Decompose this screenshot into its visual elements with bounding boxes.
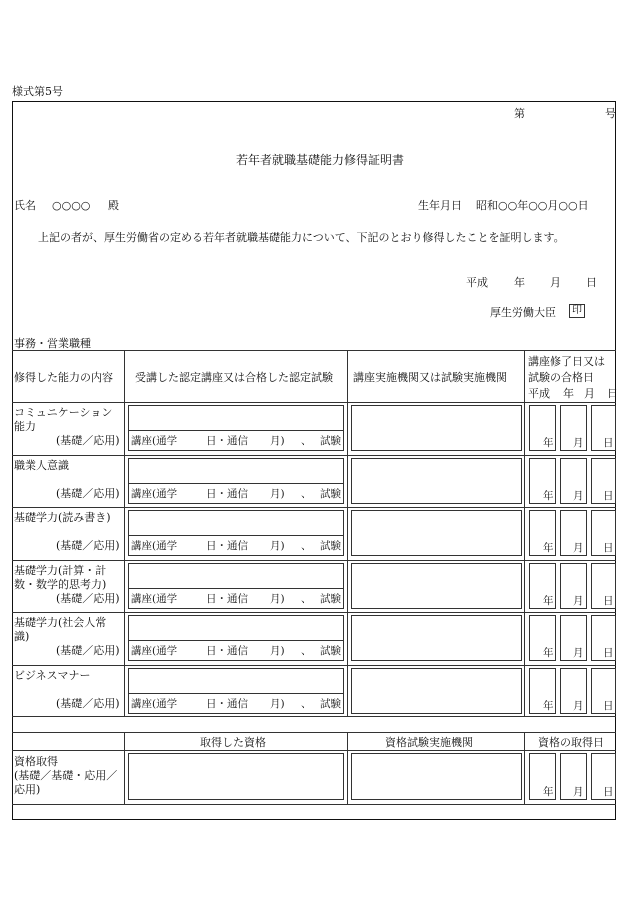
ability-level: (基礎／応用) — [56, 591, 120, 605]
course-prefix-label: 講座(通学 — [131, 435, 178, 447]
institution-field[interactable] — [351, 458, 522, 504]
header-ability: 修得した能力の内容 — [14, 371, 113, 384]
qual-header-org: 資格試験実施機関 — [385, 736, 473, 749]
date-month-suffix: 月 — [573, 489, 584, 502]
qual-year-suffix: 年 — [543, 786, 554, 798]
course-prefix-label: 講座(通学 — [131, 592, 178, 605]
date-year-suffix: 年 — [543, 647, 554, 660]
issuer-name: 厚生労働大臣 — [490, 306, 556, 319]
issue-date-day: 日 — [586, 276, 597, 289]
header-date-m: 月 — [584, 387, 595, 400]
institution-field[interactable] — [351, 668, 522, 714]
form-number: 様式第5号 — [12, 85, 63, 98]
birth-value: 昭和○○年○○月○○日 — [476, 199, 589, 212]
issue-date-year: 年 — [514, 276, 525, 289]
course-month-label: 月) — [270, 435, 285, 447]
doc-number-dai: 第 — [514, 107, 525, 120]
col-rule-2 — [347, 350, 348, 716]
col-rule-3 — [524, 350, 525, 716]
date-month-suffix: 月 — [573, 542, 584, 555]
course-month-label: 月) — [270, 698, 285, 710]
ability-level: (基礎／応用) — [56, 539, 120, 553]
issue-date-era: 平成 — [466, 276, 488, 289]
qualification-header-top-rule — [12, 732, 616, 733]
date-day-suffix: 日 — [603, 594, 614, 607]
course-day-label: 日・通信 — [206, 592, 248, 605]
qualification-bottom-rule — [12, 804, 616, 805]
course-month-label: 月) — [270, 487, 285, 500]
ability-level: (基礎／応用) — [56, 486, 120, 500]
qual-label-line3: 応用) — [14, 783, 41, 796]
course-field-divider — [128, 693, 344, 694]
ability-name-line2: 数・数学的思考力) — [14, 577, 107, 591]
qualification-section-rule — [12, 716, 616, 717]
date-month-suffix: 月 — [573, 700, 584, 712]
header-org: 講座実施機関又は試験実施機関 — [353, 371, 507, 384]
row-divider — [12, 507, 616, 508]
name-honorific: 殿 — [108, 199, 119, 212]
qualification-org-field[interactable] — [351, 753, 522, 800]
row-divider — [12, 455, 616, 456]
course-field-divider — [128, 483, 344, 484]
course-separator: 、 — [301, 487, 312, 500]
course-separator: 、 — [301, 698, 312, 710]
course-exam-label: 試験 — [320, 645, 341, 658]
table-top-rule — [12, 350, 616, 351]
qual-label-line2: (基礎／基礎・応用／ — [14, 769, 118, 782]
course-separator: 、 — [301, 540, 312, 553]
ability-name-line1: コミュニケーション — [14, 406, 113, 419]
course-month-label: 月) — [270, 645, 285, 658]
course-day-label: 日・通信 — [206, 645, 248, 658]
course-day-label: 日・通信 — [206, 698, 248, 710]
qual-header-acquired: 取得した資格 — [200, 736, 266, 749]
qual-header-date: 資格の取得日 — [538, 736, 604, 749]
course-separator: 、 — [301, 645, 312, 658]
issue-date-month: 月 — [550, 276, 561, 289]
seal-stamp: 印 — [569, 304, 585, 318]
course-field-divider — [128, 535, 344, 536]
qual-month-suffix: 月 — [573, 786, 584, 798]
date-year-suffix: 年 — [543, 489, 554, 502]
date-day-suffix: 日 — [603, 647, 614, 660]
header-bottom-rule — [12, 402, 616, 403]
course-separator: 、 — [301, 435, 312, 447]
header-course: 受講した認定講座又は合格した認定試験 — [135, 371, 333, 384]
document-title: 若年者就職基礎能力修得証明書 — [236, 153, 405, 167]
date-day-suffix: 日 — [603, 489, 614, 502]
institution-field[interactable] — [351, 405, 522, 451]
ability-level: (基礎／応用) — [56, 644, 120, 658]
date-day-suffix: 日 — [603, 700, 614, 712]
name-label: 氏名 — [14, 199, 36, 212]
course-field-divider — [128, 640, 344, 641]
ability-name-line2: 能力 — [14, 420, 36, 433]
course-prefix-label: 講座(通学 — [131, 540, 178, 553]
institution-field[interactable] — [351, 615, 522, 661]
date-year-suffix: 年 — [543, 437, 554, 449]
row-divider — [12, 560, 616, 561]
ability-name-line1: 基礎学力(計算・計 — [14, 563, 107, 577]
date-month-suffix: 月 — [573, 647, 584, 660]
course-exam-label: 試験 — [320, 592, 341, 605]
qual-col-rule-1 — [124, 732, 125, 804]
course-day-label: 日・通信 — [206, 435, 248, 447]
course-month-label: 月) — [270, 592, 285, 605]
ability-level: (基礎／応用) — [56, 434, 120, 447]
ability-name-line1: 職業人意識 — [14, 458, 69, 472]
course-exam-label: 試験 — [320, 540, 341, 553]
qualification-header-bottom-rule — [12, 750, 616, 751]
date-month-suffix: 月 — [573, 437, 584, 449]
institution-field[interactable] — [351, 510, 522, 556]
job-category: 事務・営業職種 — [14, 337, 91, 350]
course-month-label: 月) — [270, 540, 285, 553]
qual-label-line1: 資格取得 — [14, 755, 58, 768]
birth-label: 生年月日 — [418, 199, 462, 212]
course-exam-label: 試験 — [320, 698, 341, 710]
date-month-suffix: 月 — [573, 594, 584, 607]
date-year-suffix: 年 — [543, 700, 554, 712]
col-rule-1 — [124, 350, 125, 716]
course-exam-label: 試験 — [320, 435, 341, 447]
course-exam-label: 試験 — [320, 487, 341, 500]
header-date-d: 日 — [607, 387, 618, 400]
qualification-name-field[interactable] — [128, 753, 344, 800]
date-day-suffix: 日 — [603, 437, 614, 449]
row-divider — [12, 612, 616, 613]
date-year-suffix: 年 — [543, 594, 554, 607]
header-date-y: 年 — [563, 387, 574, 400]
header-date-line1: 講座修了日又は — [528, 355, 605, 368]
course-prefix-label: 講座(通学 — [131, 698, 178, 710]
name-value: ○○○○ — [52, 199, 91, 212]
ability-level: (基礎／応用) — [56, 697, 120, 710]
doc-number-go: 号 — [605, 107, 616, 120]
qual-day-suffix: 日 — [603, 786, 614, 798]
ability-name-line1: ビジネスマナー — [14, 669, 91, 682]
institution-field[interactable] — [351, 563, 522, 609]
ability-name-line2: 識) — [14, 630, 30, 644]
certification-statement: 上記の者が、厚生労働省の定める若年者就職基礎能力について、下記のとおり修得したことを証明します。 — [38, 231, 565, 244]
date-day-suffix: 日 — [603, 542, 614, 555]
header-date-era: 平成 — [528, 387, 550, 400]
course-field-divider — [128, 430, 344, 431]
qual-col-rule-2 — [347, 732, 348, 804]
ability-name-line1: 基礎学力(読み書き) — [14, 511, 111, 525]
course-field-divider — [128, 588, 344, 589]
course-separator: 、 — [301, 592, 312, 605]
qual-col-rule-3 — [524, 732, 525, 804]
course-prefix-label: 講座(通学 — [131, 487, 178, 500]
date-year-suffix: 年 — [543, 542, 554, 555]
course-day-label: 日・通信 — [206, 487, 248, 500]
row-divider — [12, 665, 616, 666]
header-date-line2: 試験の合格日 — [528, 371, 594, 384]
course-prefix-label: 講座(通学 — [131, 645, 178, 658]
course-day-label: 日・通信 — [206, 540, 248, 553]
ability-name-line1: 基礎学力(社会人常 — [14, 616, 107, 630]
